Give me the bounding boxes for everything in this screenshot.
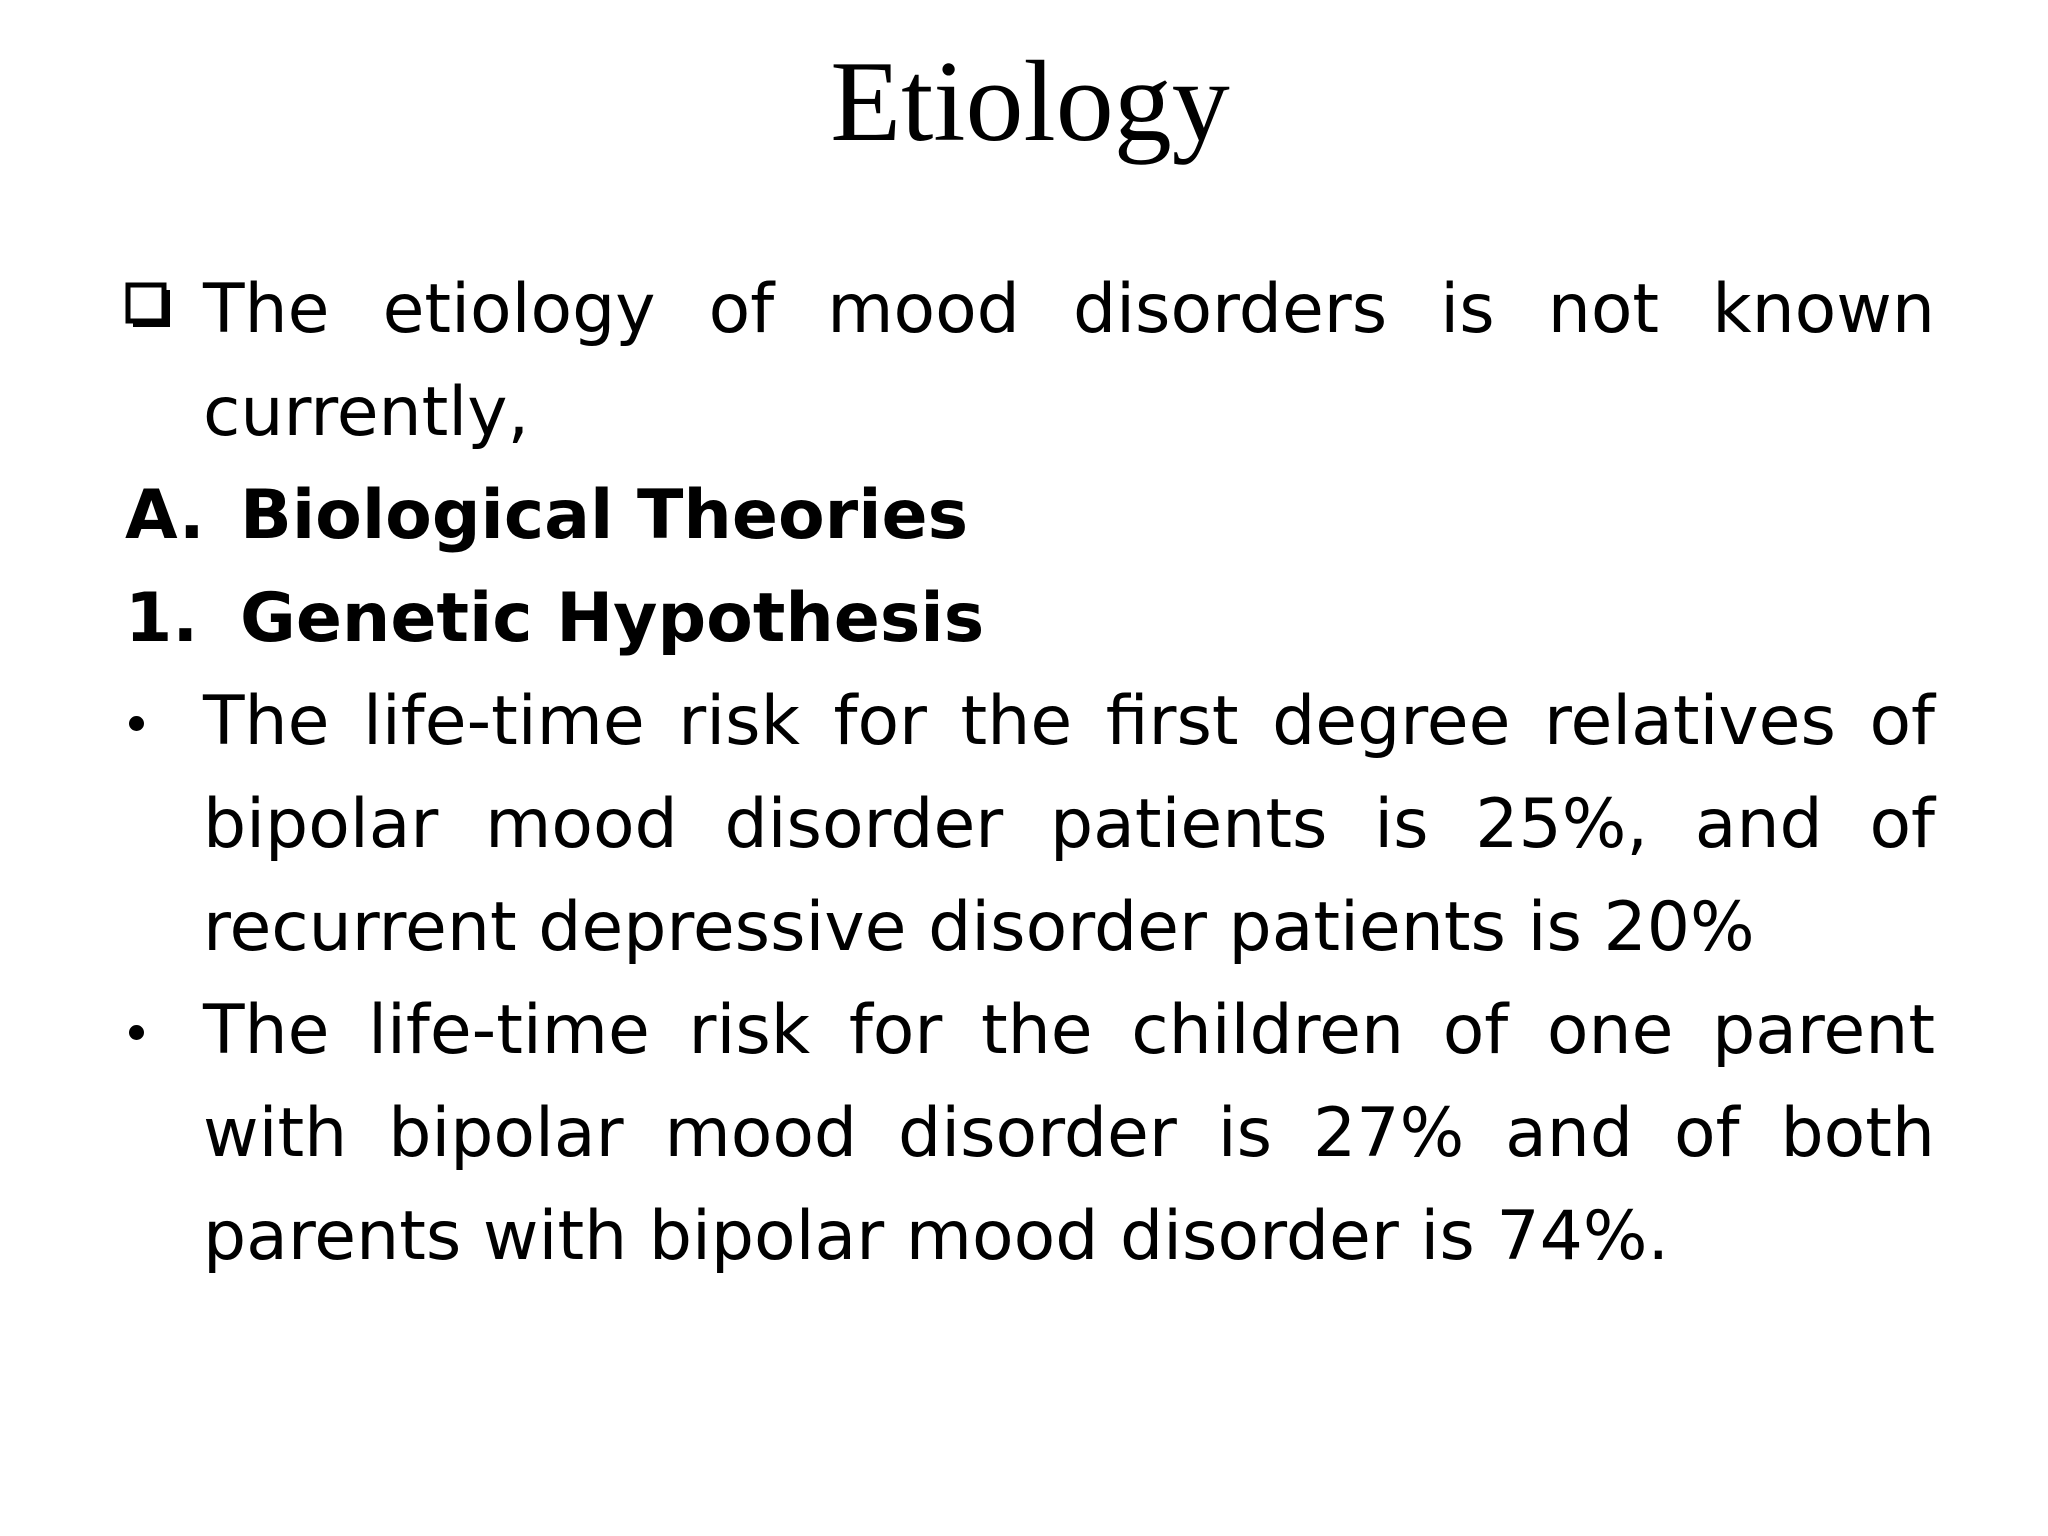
subsection-marker: 1. <box>125 579 199 658</box>
bullet-icon <box>129 1025 144 1040</box>
slide-title: Etiology <box>830 38 1230 166</box>
bullet-text: The life-time risk for the first degree relatives of bipolar mood disorder patients is 25%, and of recurrent depressive disorder patients is 20% <box>203 682 1935 967</box>
slide-body <box>125 258 1935 1288</box>
bullet-item <box>125 979 1935 1288</box>
intro-text: The etiology of mood disorders is not known currently, <box>203 270 1935 452</box>
section-label: Biological Theories <box>240 476 969 555</box>
bullet-item <box>125 670 1935 979</box>
checkbox-square-icon <box>125 282 173 330</box>
bullet-icon <box>129 716 144 731</box>
section-heading <box>125 464 1935 567</box>
subsection-heading <box>125 567 1935 670</box>
subsection-label: Genetic Hypothesis <box>240 579 985 658</box>
section-marker: A. <box>125 476 205 555</box>
intro-item <box>125 258 1935 464</box>
bullet-text: The life-time risk for the children of one parent with bipolar mood disorder is 27% and of both parents with bipolar mood disorder is 74%. <box>203 991 1935 1276</box>
